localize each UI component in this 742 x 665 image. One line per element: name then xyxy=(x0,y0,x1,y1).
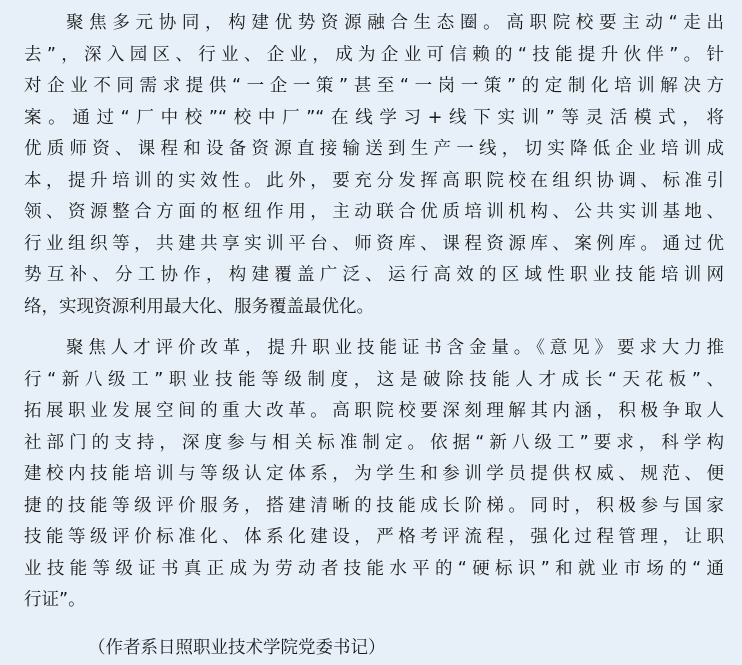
paragraph-line: 案。通过“厂中校”“校中厂”“在线学习+线下实训”等灵活模式，将 xyxy=(24,107,724,128)
paragraph-line: 建校内技能培训与等级认定体系，为学生和参训学员提供权威、规范、便 xyxy=(24,464,724,484)
paragraph-line: 行“新八级工”职业技能等级制度，这是破除技能人才成长“天花板”、 xyxy=(24,369,724,390)
paragraph-spacer xyxy=(24,323,724,333)
paragraph-line: 络，实现资源利用最大化、服务覆盖最优化。 xyxy=(24,296,374,317)
paragraph-line: 聚焦多元协同，构建优势资源融合生态圈。高职院校要主动“走出 xyxy=(66,13,724,33)
paragraph-line: 对企业不同需求提供“一企一策”甚至“一岗一策”的定制化培训解决方 xyxy=(24,76,724,96)
paragraph-line: 行业组织等，共建共享实训平台、师资库、课程资源库、案例库。通过优 xyxy=(24,233,724,254)
paragraph-line: 业技能等级证书真正成为劳动者技能水平的“硬标识”和就业市场的“通 xyxy=(24,558,724,579)
paragraph-resource-synergy xyxy=(24,8,724,323)
author-note: （作者系日照职业技术学院党委书记） xyxy=(88,637,386,658)
paragraph-line: 技能等级评价标准化、体系化建设，严格考评流程，强化过程管理，让职 xyxy=(24,527,724,547)
paragraph-line: 捷的技能等级评价服务，搭建清晰的技能成长阶梯。同时，积极参与国家 xyxy=(24,495,724,516)
article-body xyxy=(24,8,724,665)
paragraph-line: 优质师资、课程和设备资源直接输送到生产一线，切实降低企业培训成 xyxy=(24,139,724,159)
paragraph-line: 社部门的支持，深度参与相关标准制定。依据“新八级工”要求，科学构 xyxy=(24,432,724,453)
paragraph-spacer xyxy=(24,617,724,627)
paragraph-line: 本，提升培训的实效性。此外，要充分发挥高职院校在组织协调、标准引 xyxy=(24,170,724,191)
paragraph-line: 领、资源整合方面的枢纽作用，主动联合优质培训机构、公共实训基地、 xyxy=(24,202,724,222)
paragraph-line: 拓展职业发展空间的重大改革。高职院校要深刻理解其内涵，积极争取人 xyxy=(24,401,724,421)
paragraph-line: 行证”。 xyxy=(24,590,86,610)
paragraph-line: 势互补、分工协作，构建覆盖广泛、运行高效的区域性职业技能培训网 xyxy=(24,265,724,285)
paragraph-line: 聚焦人才评价改革，提升职业技能证书含金量。《意见》要求大力推 xyxy=(66,338,724,358)
paragraph-line: 去”，深入园区、行业、企业，成为企业可信赖的“技能提升伙伴”。针 xyxy=(24,44,724,65)
paragraph-talent-evaluation xyxy=(24,333,724,617)
